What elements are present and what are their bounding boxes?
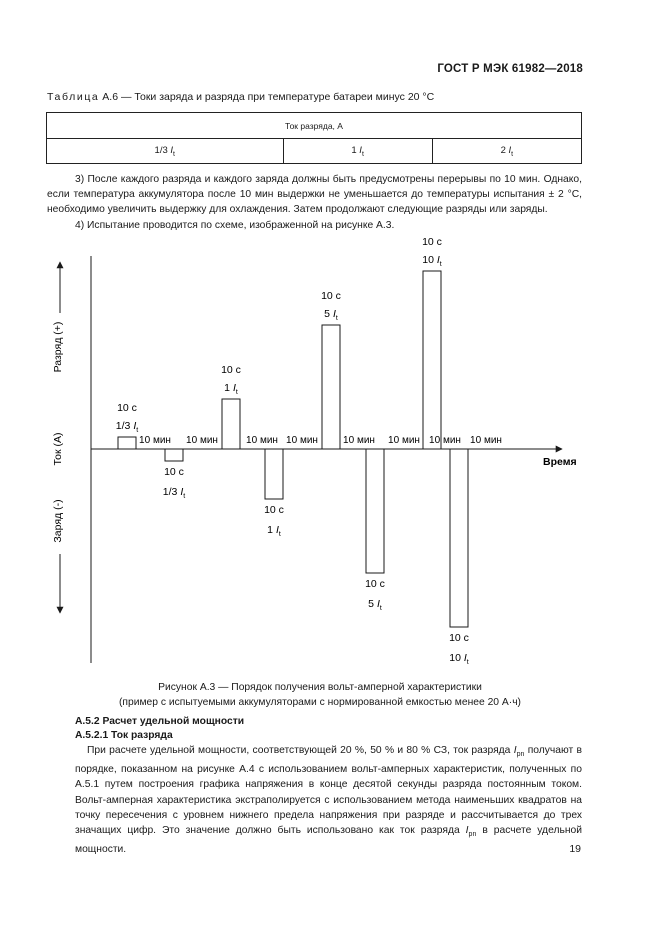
pulse-current-label: 10 $I_t$: [449, 652, 469, 666]
pause-label: 10 мин: [186, 435, 218, 446]
table-caption-prefix: Таблица: [47, 91, 100, 103]
y-axis-label: Ток (А): [52, 432, 64, 466]
figure-caption: [60, 681, 580, 710]
note-3: 3) После каждого разряда и каждого заряда должны быть предусмотрены перерывы по 10 мин. Однако, если температура аккумулятора после 10 мин выдержки не уменьшается до температуры испытания ± 2 °С, необходимо увеличить выдержку для охлаждения. Затем продолжают следующие разряды или заряды.: [47, 174, 582, 216]
pulse-chart: [40, 238, 600, 668]
pulse-duration-label: 10 с: [365, 578, 385, 590]
table-cell: 1 $I_t$: [283, 139, 432, 164]
discharge-label: Разряд (+): [52, 321, 64, 373]
table-caption: [47, 91, 434, 103]
discharge-pulse-bar: [118, 437, 136, 449]
document-code: ГОСТ Р МЭК 61982—2018: [437, 63, 583, 75]
pulse-duration-label: 10 с: [221, 364, 241, 376]
discharge-pulse-bar: [222, 399, 240, 449]
discharge-pulse-bar: [322, 325, 340, 449]
current-table: [46, 112, 582, 164]
pause-label: 10 мин: [286, 435, 318, 446]
table-cell: 1/3 $I_t$: [47, 139, 284, 164]
pulse-duration-label: 10 с: [164, 466, 184, 478]
pause-label: 10 мин: [343, 435, 375, 446]
x-axis-label: Время: [543, 456, 577, 468]
table-caption-text: A.6 — Токи заряда и разряда при температуре батареи минус 20 °С: [102, 91, 435, 103]
charge-pulse-bar: [366, 449, 384, 573]
pause-label: 10 мин: [388, 435, 420, 446]
note-4: 4) Испытание проводится по схеме, изображенной на рисунке А.3.: [75, 219, 395, 231]
discharge-pulse-bar: [423, 271, 441, 449]
page-number: 19: [569, 843, 581, 855]
section-body: При расчете удельной мощности, соответствующей 20 %, 50 % и 80 % СЗ, ток разряда $I_{pn}$ получают в порядке, показанном на рисунке А.4 с использованием вольт-амперных характеристик, полученных по А.5.1 путем построения графика напряжения в конце десятой секунды разряда постоянным током. Вольт-амперная характеристика экстраполируется с использованием метода наименьших квадратов на точку пересечения с уровнем нижнего предела напряжения при разряде и рассчитывается до трех значащих цифр. Это значение должно быть использовано как ток разряда $I_{pn}$ в расчете удельной мощности.: [75, 745, 582, 856]
pulse-duration-label: 10 с: [264, 504, 284, 516]
pulse-current-label: 10 $I_t$: [422, 254, 442, 268]
pause-label: 10 мин: [470, 435, 502, 446]
pause-label: 10 мин: [429, 435, 461, 446]
figure-title: Рисунок А.3 — Порядок получения вольт-амперной характеристики: [158, 682, 482, 693]
pulse-duration-label: 10 с: [449, 632, 469, 644]
pulse-current-label: 1 $I_t$: [267, 524, 281, 538]
figure-subtitle: (пример с испытуемыми аккумуляторами с нормированной емкостью менее 20 А·ч): [119, 696, 521, 708]
pause-label: 10 мин: [139, 435, 171, 446]
pause-label: 10 мин: [246, 435, 278, 446]
section-heading-a521: А.5.2.1 Ток разряда: [75, 730, 173, 741]
charge-label: Заряд (-): [52, 499, 64, 543]
charge-pulse-bar: [265, 449, 283, 499]
charge-pulse-bar: [450, 449, 468, 627]
charge-pulse-bar: [165, 449, 183, 461]
pulse-current-label: 1/3 $I_t$: [115, 420, 139, 434]
notes-block: [47, 172, 582, 233]
table-cell: 2 $I_t$: [432, 139, 581, 164]
table-header: Ток разряда, А: [47, 113, 582, 139]
pulse-current-label: 5 $I_t$: [324, 308, 338, 322]
pulse-duration-label: 10 с: [422, 238, 442, 248]
section-heading-a52: А.5.2 Расчет удельной мощности: [75, 716, 245, 727]
pulse-current-label: 1/3 $I_t$: [162, 486, 186, 500]
pulse-duration-label: 10 с: [321, 290, 341, 302]
pulse-current-label: 1 $I_t$: [224, 382, 238, 396]
pulse-duration-label: 10 с: [117, 402, 137, 414]
pulse-current-label: 5 $I_t$: [368, 598, 382, 612]
